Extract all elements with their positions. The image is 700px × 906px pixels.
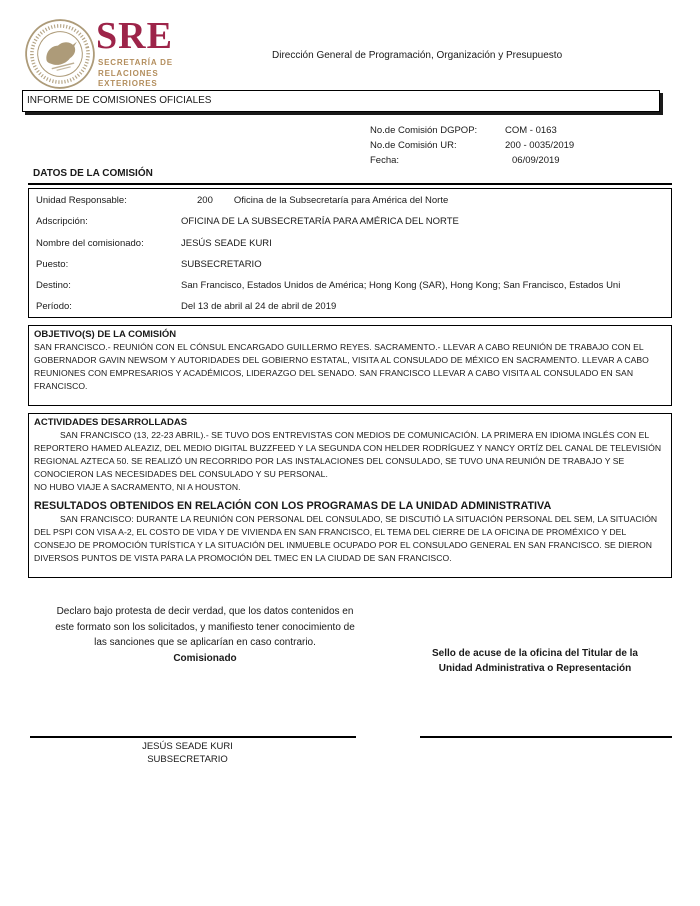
sre-secretariat-line: RELACIONES	[98, 68, 159, 78]
objetivo-body: SAN FRANCISCO.- REUNIÓN CON EL CÓNSUL ENCARGADO GUILLERMO REYES. SACRAMENTO.- LLEVAR A CABO REUNIÓN DE TRABAJO CON EL GOBERNADOR GAVIN NEWSOM Y AUTORIDADES DEL GOBIERNO ESTATAL, VISITA AL CONSULADO DE MÉXICO EN SACRAMENTO. LLEVAR A CABO REUNIONES CON EMPRESARIOS Y ACADÉMICOS, LIDERAZGO DEL SENADO. SAN FRANCISCO LLEVAR A CABO VISITA AL CONSULADO EN SAN FRANCISCO.	[34, 342, 649, 391]
signatory-title: SUBSECRETARIO	[147, 754, 228, 765]
form-title: INFORME DE COMISIONES OFICIALES	[27, 95, 212, 106]
reference-row	[370, 123, 574, 138]
field-value: San Francisco, Estados Unidos de América; Hong Kong (SAR), Hong Kong; San Francisco, Estados Uni	[181, 280, 621, 291]
signature-line-sello	[420, 736, 672, 738]
sre-acronym: SRE	[96, 15, 173, 57]
header-department: Dirección General de Programación, Organización y Presupuesto	[272, 50, 563, 61]
datos-row	[36, 259, 262, 270]
datos-row	[36, 301, 336, 312]
ref-label: No.de Comisión UR:	[370, 140, 457, 151]
actividades-body: SAN FRANCISCO (13, 22-23 ABRIL).- SE TUVO DOS ENTREVISTAS CON MEDIOS DE COMUNICACIÓN. LA PRIMERA EN IDIOMA INGLÉS CON EL REPORTERO HAMED ALEAZIZ, DEL MEDIO DIGITAL BUZZFEED Y LA SEGUNDA CON HELDER RODRÍGUEZ Y NANCY ORTÍZ DEL CANAL DE TELEVISIÓN REGIONAL AZTECA 50. SE REALIZÓ UN RECORRIDO POR LAS INSTALACIONES DEL CONSULADO, SE TUVO UNA REUNIÓN DE TRABAJO Y SE CONOCIERON LAS NECESIDADES DEL CONSULADO Y SU PERSONAL.	[34, 430, 662, 479]
field-label: Período:	[36, 301, 72, 312]
field-value: OFICINA DE LA SUBSECRETARÍA PARA AMÉRICA DEL NORTE	[181, 216, 459, 227]
datos-heading-rule	[28, 183, 672, 185]
sello-label	[402, 646, 668, 676]
sello-line: Unidad Administrativa o Representación	[438, 663, 632, 674]
resultados-body: SAN FRANCISCO: DURANTE LA REUNIÓN CON PERSONAL DEL CONSULADO, SE DISCUTIÓ LA SITUACIÓN PERSONAL DEL SEM, LA SITUACIÓN DEL PSPI CON VISA A-2, EL COSTO DE VIDA Y DE VIVIENDA EN SAN FRANCISCO, EL TEMA DEL CIERRE DE LA OFICINA DE PROMÉXICO Y DEL CONSEJO DE PROMOCIÓN TURÍSTICA Y LA SITUACIÓN DEL INMUEBLE OCUPADO POR EL CONSULADO GENERAL EN SAN FRANCISCO. SE DIERON DIVERSOS PUNTOS DE VISTA PARA LA PROMOCIÓN DEL TMEC EN LA CIUDAD DE SAN FRANCISCO.	[34, 514, 658, 563]
datos-row	[36, 195, 448, 206]
sello-line: Sello de acuse de la oficina del Titular de la	[432, 648, 638, 659]
comisionado-label: Comisionado	[173, 652, 237, 664]
field-label: Nombre del comisionado:	[36, 238, 144, 249]
ref-value: COM - 0163	[505, 125, 557, 136]
signatory-name: JESÚS SEADE KURI	[142, 741, 233, 752]
ref-value: 06/09/2019	[512, 155, 560, 166]
datos-row	[36, 280, 620, 291]
form-title-bar	[22, 90, 660, 112]
field-label: Puesto:	[36, 259, 69, 270]
field-value: Del 13 de abril al 24 de abril de 2019	[181, 301, 337, 312]
actividades-resultados-box	[28, 413, 672, 578]
field-value: Oficina de la Subsecretaría para América del Norte	[233, 195, 449, 206]
signature-line-comisionado	[30, 736, 356, 738]
field-label: Unidad Responsable:	[36, 195, 127, 206]
objetivo-box	[28, 325, 672, 406]
field-label: Destino:	[36, 280, 71, 291]
ref-value: 200 - 0035/2019	[505, 140, 575, 151]
field-value: JESÚS SEADE KURI	[181, 238, 272, 249]
objetivo-heading: OBJETIVO(S) DE LA COMISIÓN	[34, 329, 177, 340]
datos-row	[36, 216, 459, 227]
resultados-heading: RESULTADOS OBTENIDOS EN RELACIÓN CON LOS PROGRAMAS DE LA UNIDAD ADMINISTRATIVA	[34, 500, 552, 512]
datos-box	[28, 188, 672, 318]
field-value: SUBSECRETARIO	[181, 259, 262, 270]
unit-code: 200	[197, 195, 213, 206]
field-label: Adscripción:	[36, 216, 88, 227]
declaration-line: las sanciones que se aplicarían en caso contrario.	[94, 637, 316, 648]
declaration-line: Declaro bajo protesta de decir verdad, que los datos contenidos en	[56, 606, 354, 617]
reference-row	[370, 153, 574, 168]
sre-secretariat-name	[98, 58, 173, 90]
declaration-block	[40, 604, 370, 666]
reference-block	[370, 123, 574, 168]
datos-section-heading: DATOS DE LA COMISIÓN	[33, 168, 153, 179]
ref-label: No.de Comisión DGPOP:	[370, 125, 478, 136]
sre-secretariat-line: SECRETARÍA DE	[98, 58, 173, 67]
mexican-coat-of-arms-seal	[16, 10, 103, 97]
declaration-line: este formato son los solicitados, y manifiesto tener conocimiento de	[55, 621, 355, 633]
reference-row	[370, 138, 574, 153]
actividades-note: NO HUBO VIAJE A SACRAMENTO, NI A HOUSTON.	[34, 482, 241, 492]
ref-label: Fecha:	[370, 155, 400, 166]
signatory-block	[75, 740, 300, 766]
sre-secretariat-line: EXTERIORES	[98, 79, 158, 88]
actividades-heading: ACTIVIDADES DESARROLLADAS	[34, 417, 188, 428]
datos-row	[36, 238, 272, 249]
